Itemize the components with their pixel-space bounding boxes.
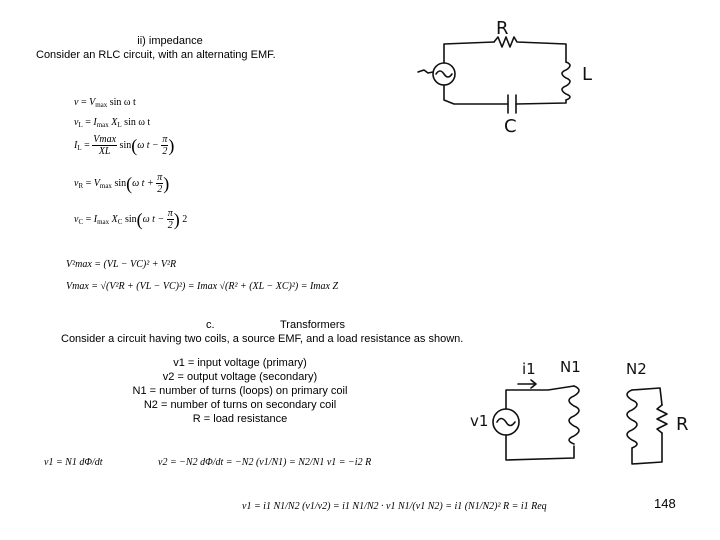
equation-vmax-impedance: Vmax = √(V²R + (VL − VC)²) = Imax √(R² + (XL − XC)²) = Imax Z [66,281,339,292]
primary-bottom-wire [506,435,574,460]
transformer-equation-v1: v1 = N1 dΦ/dt [44,457,103,468]
equation-v: $v = V_{max}$ sin ω t [74,97,136,109]
primary-coil [569,386,579,444]
definitions-list [110,356,370,426]
impedance-intro: Consider an RLC circuit, with an alternating EMF. [36,49,276,61]
transformer-source-wave [497,419,515,426]
inductor-symbol [562,62,570,100]
page-number: 148 [654,496,676,511]
load-resistor-symbol [657,405,667,433]
transformer-label-v1: v1 [470,412,489,430]
equation-il: $I_L$ = $\frac{Vmax}{XL}$ sin(ω t − $\frac{\pi}{2}$ ) [74,134,175,157]
definition-n1: N1 = number of turns (loops) on primary coil [132,385,348,397]
definition-v2: v2 = output voltage (secondary) [162,371,318,383]
secondary-bottom-wire [632,433,662,464]
current-arrow [518,380,536,388]
source-lead [418,70,433,73]
equation-vl: $v_L = I_{max}$ $X_L$ sin ω t [74,117,151,129]
transformer-label-i1: i1 [522,360,536,378]
transformers-label: c. [206,319,215,331]
ac-source-wave [436,71,452,77]
definition-v1: v1 = input voltage (primary) [173,357,307,369]
resistor-symbol [494,37,566,62]
primary-top-wire [506,386,574,409]
definition-n2: N2 = number of turns on secondary coil [143,399,337,411]
rlc-label-c: C [504,116,517,137]
bottom-left-wire [444,85,508,104]
equation-vc: $v_C = I_{max}$ $X_C$ sin(ω t − $\frac{\pi}{2}$ ) 2 [74,208,188,231]
rlc-label-r: R [496,18,509,39]
transformer-equation-v2: v2 = −N2 dΦ/dt = −N2 (v1/N1) = N2/N1 v1 = −i2 R [158,457,372,468]
equation-vr: $v_R = V_{max}$ sin(ω t + $\frac{\pi}{2}$ ) [74,172,170,195]
bottom-right-wire [516,100,566,104]
secondary-coil [627,390,637,448]
impedance-heading: ii) impedance [137,35,203,47]
transformer-label-n1: N1 [560,358,581,376]
definition-r: R = load resistance [192,413,288,425]
transformer-equation-req: v1 = i1 N1/N2 (v1/v2) = i1 N1/N2 · v1 N1/(v1 N2) = i1 (N1/N2)² R = i1 Req [242,501,547,512]
transformers-intro: Consider a circuit having two coils, a source EMF, and a load resistance as shown. [61,333,464,345]
transformers-heading: Transformers [280,319,345,331]
transformer-label-r: R [676,414,689,435]
rlc-label-l: L [582,64,593,85]
equation-vmax-squared: V²max = (VL − VC)² + V²R [66,259,177,270]
top-wire [444,42,494,63]
transformer-label-n2: N2 [626,360,647,378]
